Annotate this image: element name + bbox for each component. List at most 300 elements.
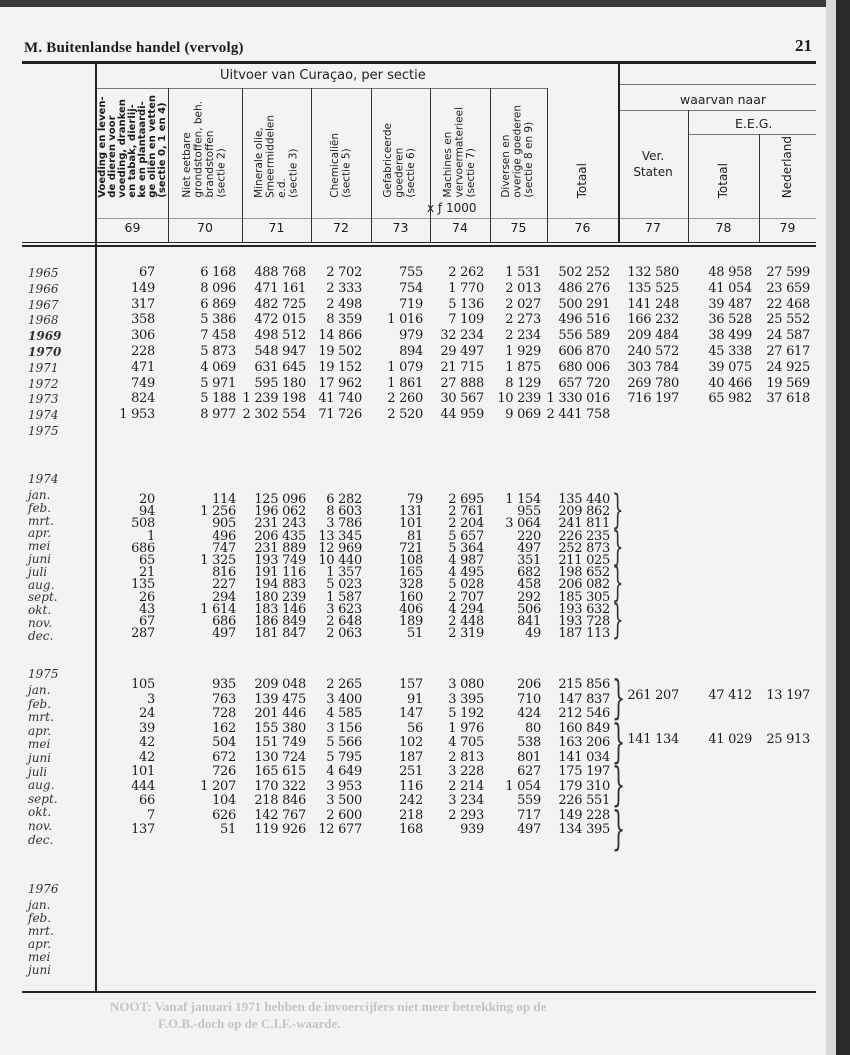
column-number: 72	[333, 220, 349, 235]
table-cell: 2 319	[448, 626, 484, 642]
table-cell: 252 873	[558, 540, 610, 556]
table-cell: 2 265	[326, 677, 362, 692]
table-cell: 3	[147, 691, 155, 707]
table-cell: 3 234	[448, 793, 484, 808]
table-cell: 7 458	[200, 328, 236, 344]
table-cell: 162	[212, 720, 236, 736]
column-number: 78	[715, 220, 732, 235]
table-cell: 114	[212, 492, 236, 507]
footnote-line: NOOT: Vanaf januari 1971 hebben de invoercijfers niet meer betrekking op de	[110, 999, 547, 1014]
table-cell: 116	[399, 778, 423, 794]
table-cell: 27 888	[440, 375, 484, 391]
header-line: overige goederen	[511, 105, 524, 198]
table-cell: 163 206	[558, 735, 610, 750]
table-cell: 3 400	[326, 691, 362, 707]
table-cell: 538	[517, 735, 541, 750]
table-cell: 2 013	[505, 280, 541, 296]
table-cell: 894	[399, 344, 423, 359]
right-group-rule	[618, 84, 816, 85]
table-cell: 45 338	[708, 344, 752, 359]
table-cell: 189	[399, 614, 423, 629]
table-cell: 728	[212, 706, 236, 721]
table-bottom-rule	[22, 991, 816, 993]
table-cell: 23 659	[766, 280, 810, 296]
table-cell: 108	[399, 553, 423, 568]
table-cell: 2 761	[448, 504, 484, 520]
row-label: 1970	[28, 345, 62, 359]
table-cell: 2 520	[387, 407, 423, 423]
table-cell: 488 768	[254, 265, 306, 280]
scan-border-top	[0, 0, 850, 7]
table-cell: 2 695	[448, 492, 484, 507]
table-cell: 1	[147, 528, 155, 544]
table-cell: 1 976	[448, 720, 484, 736]
table-cell: 292	[517, 589, 541, 605]
table-cell: 14 866	[318, 328, 362, 344]
table-cell: 7	[147, 807, 155, 823]
table-cell: 41 054	[708, 280, 752, 296]
table-cell: 206 082	[558, 577, 610, 593]
header-rule-double	[22, 245, 816, 247]
column-number: 77	[645, 220, 661, 235]
column-header-75	[490, 92, 547, 198]
table-cell: 218 846	[254, 793, 306, 808]
table-cell: 5 971	[200, 375, 236, 391]
table-cell: 21 715	[440, 359, 484, 375]
table-cell: 21	[139, 565, 155, 581]
table-cell: 6 869	[200, 296, 236, 312]
table-cell: 94	[139, 504, 155, 520]
table-cell: 1 929	[505, 344, 541, 359]
table-cell: 155 380	[254, 720, 306, 736]
header-line: Ver.	[641, 149, 665, 163]
table-cell: 141 248	[627, 296, 679, 312]
table-cell: 979	[399, 328, 423, 344]
table-cell: 102	[399, 735, 423, 750]
table-cell: 306	[131, 328, 155, 344]
table-cell: 13 345	[318, 528, 362, 544]
header-line: grondstoffen, beh.	[192, 101, 205, 198]
table-cell: 131	[399, 504, 423, 520]
footnote	[110, 998, 546, 1032]
table-cell: 242	[399, 793, 423, 808]
table-cell: 149	[131, 280, 155, 296]
header-line: (sectie 8 en 9)	[523, 122, 536, 198]
table-cell: 710	[517, 691, 541, 707]
table-cell: 251	[399, 764, 423, 779]
table-cell: 2 262	[448, 265, 484, 280]
table-cell: 496 516	[558, 312, 610, 328]
table-cell: 2 333	[326, 280, 362, 296]
table-cell: 955	[517, 504, 541, 520]
row-label: 1965	[28, 266, 59, 280]
table-cell: 816	[212, 565, 236, 581]
header-line: Voeding en leven-	[96, 96, 108, 198]
table-cell: 351	[517, 553, 541, 568]
table-cell: 37 618	[766, 391, 810, 407]
section-title: M. Buitenlandse handel (vervolg)	[24, 40, 244, 56]
table-cell: 12 677	[318, 822, 362, 837]
table-cell: 1 054	[505, 778, 541, 794]
header-line: (sectie 5)	[340, 148, 352, 198]
table-cell: 627	[517, 764, 541, 779]
table-cell: 139 475	[254, 691, 306, 707]
row-label: nov.	[28, 616, 53, 630]
table-cell: 755	[399, 265, 423, 280]
table-cell: 194 883	[254, 577, 306, 593]
table-cell: 3 395	[448, 691, 484, 707]
table-cell: 209 484	[627, 328, 679, 344]
header-line: en tabak, dierlij-	[126, 104, 138, 198]
header-rule	[22, 242, 816, 243]
table-cell: 196 062	[254, 504, 306, 520]
table-cell: 1 016	[387, 312, 423, 328]
table-cell: 226 551	[558, 793, 610, 808]
row-label: mrt.	[28, 513, 54, 528]
table-cell: 27 617	[766, 344, 810, 359]
table-cell: 4 069	[200, 359, 236, 375]
table-cell: 206 435	[254, 528, 306, 544]
table-cell: 3 064	[505, 516, 541, 532]
column-header-73	[371, 92, 430, 198]
table-cell: 2 813	[448, 749, 484, 765]
table-cell: 10 239	[497, 391, 541, 407]
table-cell: 71 726	[318, 407, 362, 423]
table-cell: 149 228	[558, 807, 610, 823]
column-number: 73	[392, 220, 409, 235]
row-label: 1973	[28, 392, 59, 407]
table-cell: 141 034	[558, 749, 610, 765]
eeg-rule	[688, 134, 816, 135]
header-line: Gefabriceerde	[382, 123, 395, 198]
table-cell: 1 875	[505, 359, 541, 375]
table-cell: 24 925	[766, 359, 810, 375]
unit-rule	[97, 218, 816, 219]
table-cell: 226 235	[558, 528, 610, 544]
row-label: sept.	[28, 590, 58, 605]
column-header-76	[547, 70, 618, 198]
table-cell: 227	[212, 577, 236, 593]
table-cell: 67	[139, 614, 155, 629]
table-cell: 458	[517, 577, 541, 593]
table-cell: 135 440	[558, 492, 610, 507]
quarter-brace: }	[612, 757, 626, 811]
table-cell: 105	[131, 677, 155, 692]
table-cell: 317	[131, 296, 155, 312]
column-header-78	[688, 138, 759, 198]
page-edge	[826, 0, 836, 1055]
table-cell: 157	[399, 677, 423, 692]
table-cell: 38 499	[708, 328, 752, 344]
row-label: 1974	[28, 472, 59, 486]
table-cell: 8 977	[200, 407, 236, 423]
scan-border-right	[836, 0, 850, 1055]
table-cell: 1 154	[505, 492, 541, 507]
table-cell: 26	[139, 589, 155, 605]
table-cell: 497	[517, 540, 541, 556]
unit-label: x ƒ 1000	[427, 201, 477, 215]
row-label: mei	[28, 539, 51, 554]
table-cell: 135 525	[627, 280, 679, 296]
table-cell: 56	[407, 720, 423, 736]
table-cell: 3 080	[448, 677, 484, 692]
table-cell: 20	[139, 492, 155, 507]
header-line: Minerale olie,	[252, 127, 265, 198]
table-cell: 328	[399, 577, 423, 593]
table-cell: 160 849	[558, 720, 610, 736]
table-cell: 104	[212, 793, 236, 808]
table-cell: 500 291	[558, 296, 610, 312]
table-cell: 801	[517, 749, 541, 765]
header-line: Nederland	[779, 135, 794, 198]
table-cell: 209 862	[558, 504, 610, 520]
table-cell: 220	[517, 528, 541, 544]
table-cell: 179 310	[558, 778, 610, 794]
table-cell: 506	[517, 601, 541, 617]
table-cell: 125 096	[254, 492, 306, 507]
row-label: juli	[28, 564, 48, 579]
table-cell: 606 870	[558, 344, 610, 359]
table-cell: 65 982	[708, 391, 752, 407]
header-line: (sectie 6)	[405, 148, 418, 198]
table-cell: 4 294	[448, 601, 484, 617]
header-line: Niet eetbare	[181, 132, 193, 198]
table-cell: 228	[131, 344, 155, 359]
table-cell: 51	[407, 626, 423, 642]
header-line: Chemicaliën	[328, 133, 341, 198]
table-cell: 147 837	[558, 691, 610, 707]
table-cell: 166 232	[627, 312, 679, 328]
table-cell: 841	[517, 614, 541, 629]
table-cell: 19 152	[318, 359, 362, 375]
row-label: dec.	[28, 628, 54, 643]
table-cell: 65	[139, 553, 155, 568]
table-cell: 1 357	[326, 565, 362, 581]
table-cell: 170 322	[254, 778, 306, 794]
table-cell: 193 749	[254, 553, 306, 568]
table-cell: 471	[131, 359, 155, 375]
table-cell: 22 468	[766, 296, 810, 312]
table-cell: 303 784	[627, 359, 679, 375]
table-cell: 716 197	[627, 391, 679, 407]
table-cell: 193 632	[558, 601, 610, 617]
table-cell: 5 136	[448, 296, 484, 312]
table-cell: 81	[407, 528, 423, 544]
header-line: Totaal	[715, 162, 730, 198]
table-cell: 406	[399, 601, 423, 617]
table-cell: 5 566	[326, 735, 362, 750]
table-cell: 181 847	[254, 626, 306, 642]
table-cell: 130 724	[254, 749, 306, 765]
table-cell: 5 028	[448, 577, 484, 593]
table-cell: 5 795	[326, 749, 362, 765]
header-line: brandstoffen	[204, 130, 216, 198]
table-cell: 175 197	[558, 764, 610, 779]
header-line: de dieren voor	[106, 115, 118, 198]
table-cell: 1 770	[448, 280, 484, 296]
row-label: mei	[28, 949, 51, 964]
table-cell: 30 567	[440, 391, 484, 407]
table-cell: 1 325	[200, 553, 236, 568]
table-cell: 935	[212, 677, 236, 692]
table-cell: 24 587	[766, 328, 810, 344]
column-header-ver-staten	[618, 148, 688, 180]
row-label: mrt.	[28, 923, 54, 938]
table-cell: 66	[139, 793, 155, 808]
table-cell: 1 587	[326, 589, 362, 605]
table-cell: 80	[525, 720, 541, 736]
row-label: 1971	[28, 360, 59, 375]
table-cell: 482 725	[254, 296, 306, 312]
table-cell: 497	[517, 822, 541, 837]
table-cell: 209 048	[254, 677, 306, 692]
waarvan-naar-label: waarvan naar	[680, 92, 767, 107]
table-cell: 1 614	[200, 601, 236, 617]
group-title: Uitvoer van Curaçao, per sectie	[220, 68, 426, 83]
column-number: 71	[268, 220, 285, 235]
table-cell: 486 276	[558, 280, 610, 296]
table-cell: 13 197	[766, 688, 810, 703]
column-number: 69	[124, 220, 141, 235]
table-cell: 498 512	[254, 328, 306, 344]
header-line: voeding, dranken	[116, 99, 128, 198]
table-cell: 3 786	[326, 516, 362, 532]
row-label: 1969	[28, 329, 62, 344]
row-label: 1975	[28, 424, 59, 438]
table-cell: 147	[399, 706, 423, 721]
row-label: jan.	[28, 898, 51, 912]
row-label: feb.	[28, 910, 52, 925]
table-cell: 27 599	[766, 265, 810, 280]
table-cell: 67	[139, 265, 155, 280]
table-cell: 548 947	[254, 344, 306, 359]
table-cell: 32 234	[440, 328, 484, 344]
table-cell: 3 156	[326, 720, 362, 736]
column-header-71	[242, 92, 311, 198]
waarvan-rule	[618, 110, 816, 111]
table-cell: 191 116	[254, 565, 306, 581]
table-cell: 1 207	[200, 778, 236, 794]
row-label: feb.	[28, 500, 52, 515]
table-cell: 556 589	[558, 328, 610, 344]
table-cell: 2 204	[448, 516, 484, 532]
table-cell: 193 728	[558, 614, 610, 629]
table-cell: 215 856	[558, 677, 610, 692]
table-cell: 9 069	[505, 407, 541, 423]
row-label: juni	[28, 751, 52, 765]
table-cell: 5 188	[200, 391, 236, 407]
row-label: sept.	[28, 791, 58, 806]
table-cell: 119 926	[254, 822, 306, 837]
table-cell: 657 720	[558, 375, 610, 391]
row-label: apr.	[28, 936, 52, 951]
table-cell: 2 600	[326, 807, 362, 823]
table-cell: 5 023	[326, 577, 362, 593]
table-cell: 142 767	[254, 807, 306, 823]
table-cell: 686	[212, 614, 236, 629]
table-cell: 3 228	[448, 764, 484, 779]
table-cell: 132 580	[627, 265, 679, 280]
table-cell: 241 811	[558, 516, 610, 532]
column-number: 70	[197, 220, 213, 235]
table-cell: 19 569	[766, 375, 810, 391]
row-label: mrt.	[28, 710, 54, 725]
row-label: 1975	[28, 667, 59, 681]
header-line: (sectie 2)	[215, 148, 228, 198]
table-cell: 294	[212, 589, 236, 605]
table-top-rule	[22, 61, 816, 64]
table-cell: 595 180	[254, 375, 306, 391]
quarter-brace: }	[612, 523, 624, 570]
quarter-brace: }	[612, 800, 626, 855]
row-label: jan.	[28, 488, 51, 502]
table-cell: 2 214	[448, 778, 484, 794]
table-cell: 824	[131, 391, 155, 407]
table-cell: 168	[399, 822, 423, 837]
table-cell: 504	[212, 735, 236, 750]
table-cell: 2 441 758	[546, 407, 610, 423]
table-cell: 44 959	[440, 407, 484, 423]
row-label: aug.	[28, 577, 55, 592]
header-line: vervoermaterieel	[453, 107, 466, 198]
table-cell: 2 702	[326, 265, 362, 280]
row-label: dec.	[28, 832, 54, 847]
row-label: 1968	[28, 313, 59, 328]
table-cell: 680 006	[558, 359, 610, 375]
table-cell: 160	[399, 589, 423, 605]
table-cell: 471 161	[254, 280, 306, 296]
table-cell: 198 652	[558, 565, 610, 581]
table-cell: 287	[131, 626, 155, 642]
row-label: nov.	[28, 819, 53, 833]
table-cell: 25 552	[766, 312, 810, 328]
table-cell: 5 364	[448, 540, 484, 556]
header-line: Staten	[633, 165, 673, 179]
header-line: Totaal	[574, 162, 589, 198]
row-label: jan.	[28, 683, 51, 697]
table-cell: 41 029	[708, 731, 752, 747]
table-cell: 180 239	[254, 589, 306, 605]
row-label: apr.	[28, 723, 52, 738]
header-line: goederen	[393, 148, 406, 198]
table-cell: 749	[131, 375, 155, 391]
table-cell: 29 497	[440, 344, 484, 359]
table-cell: 5 657	[448, 528, 484, 544]
group-rule	[97, 88, 547, 89]
table-cell: 3 623	[326, 601, 362, 617]
header-line: Diversen en	[500, 134, 513, 198]
table-cell: 91	[407, 691, 423, 707]
table-cell: 2 063	[326, 626, 362, 642]
quarter-brace: }	[612, 487, 624, 533]
table-cell: 686	[131, 540, 155, 556]
table-cell: 48 958	[708, 265, 752, 280]
table-cell: 165 615	[254, 764, 306, 779]
table-cell: 165	[399, 565, 423, 581]
table-cell: 4 585	[326, 706, 362, 721]
table-cell: 135	[131, 577, 155, 593]
table-cell: 626	[212, 807, 236, 823]
table-cell: 358	[131, 312, 155, 328]
row-label: 1976	[28, 882, 59, 896]
header-line: (sectie 3)	[287, 148, 299, 198]
row-label: aug.	[28, 778, 55, 793]
table-cell: 726	[212, 764, 236, 779]
table-cell: 49	[525, 626, 541, 642]
row-label: 1974	[28, 408, 59, 423]
table-cell: 2 273	[505, 312, 541, 328]
table-cell: 43	[139, 601, 155, 617]
